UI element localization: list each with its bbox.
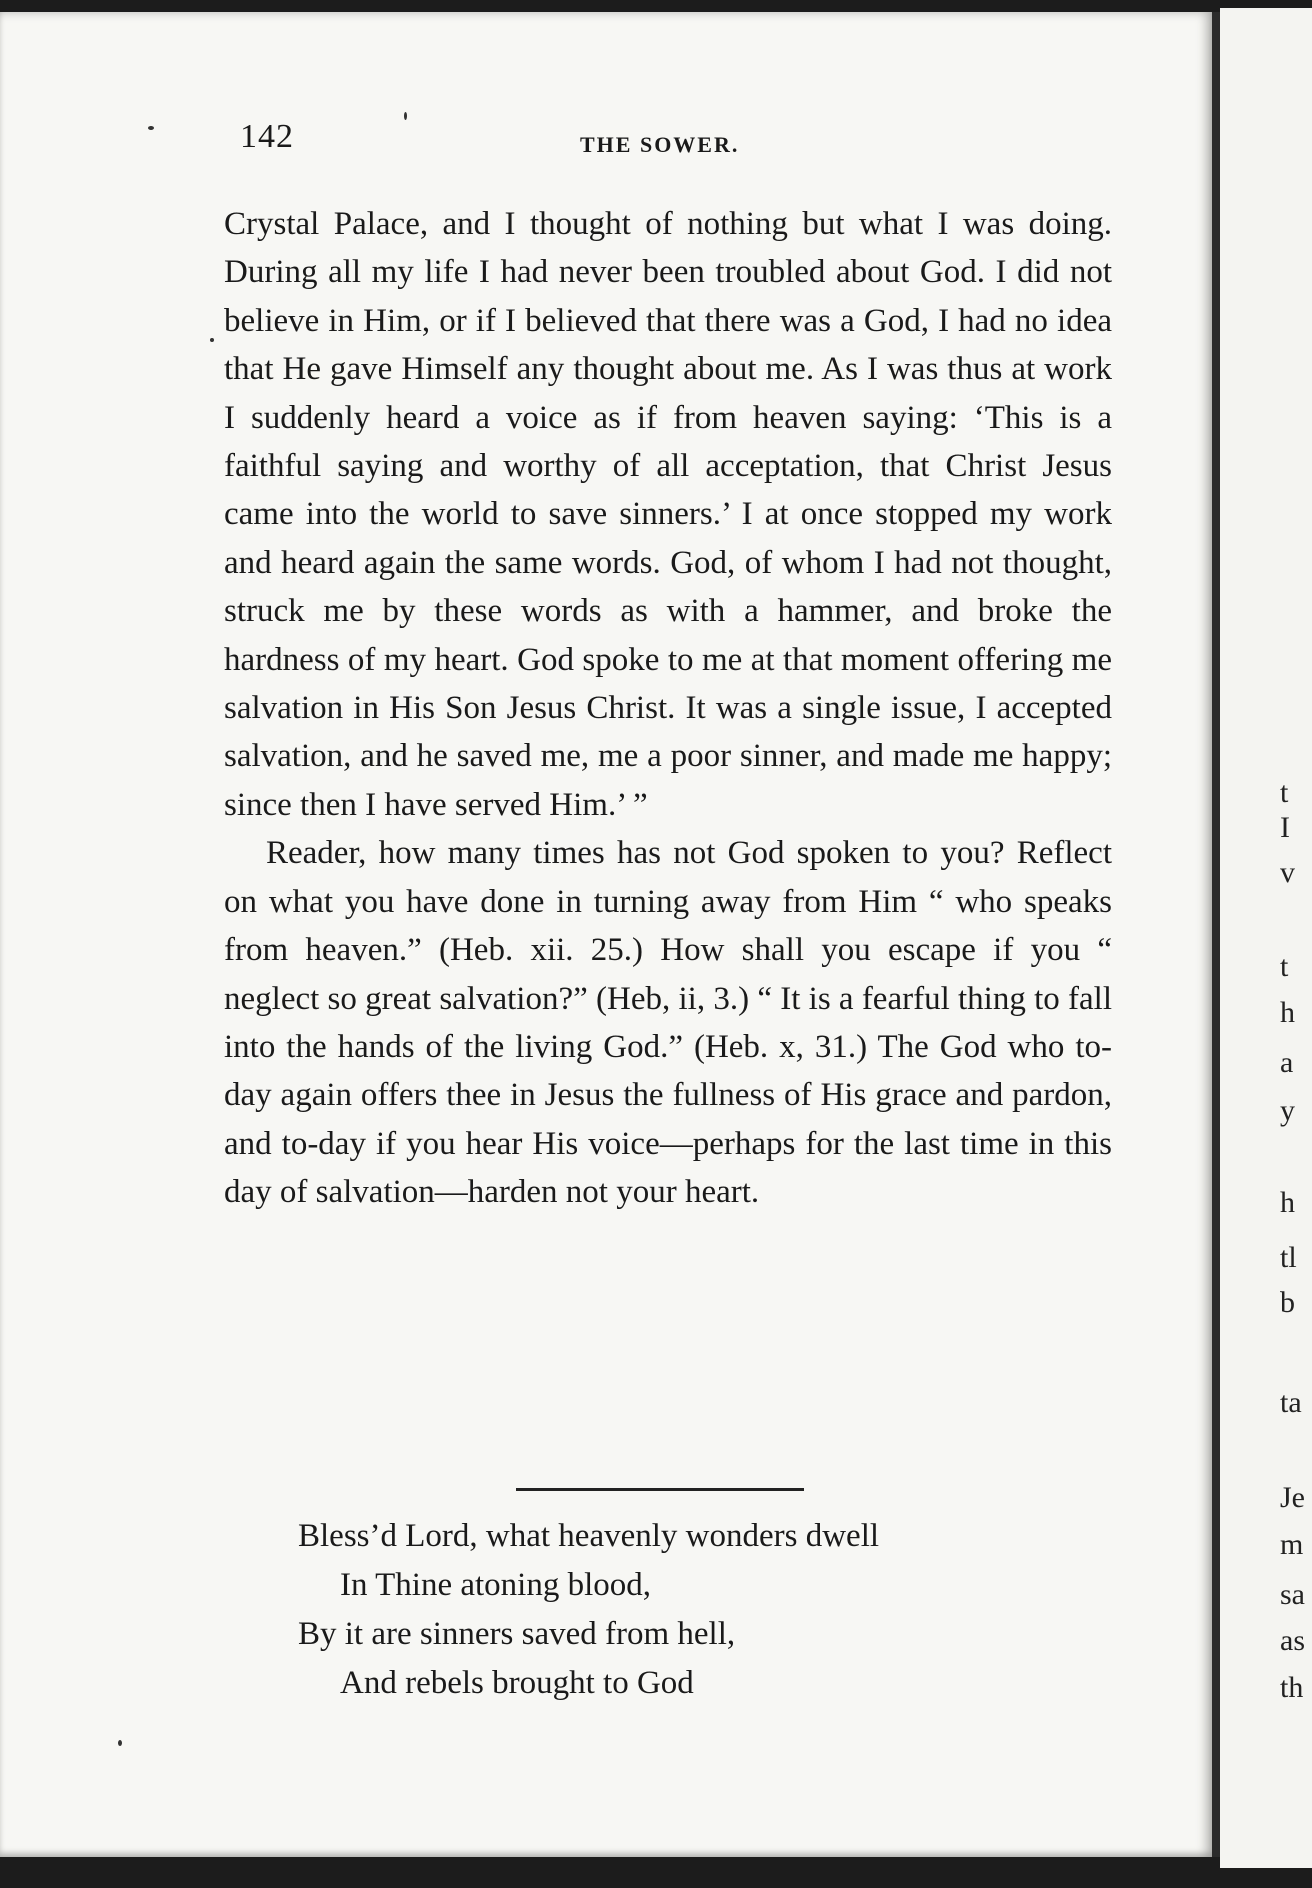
facing-page-fragment: t xyxy=(1280,776,1289,809)
scan-speck xyxy=(148,126,154,130)
page-number: 142 xyxy=(240,118,294,155)
facing-page-fragment: as xyxy=(1280,1624,1305,1657)
poem-line: Bless’d Lord, what heavenly wonders dwell xyxy=(298,1518,880,1554)
facing-page-fragment: v xyxy=(1280,856,1295,889)
facing-page-fragment: b xyxy=(1280,1286,1295,1319)
facing-page-fragment: I xyxy=(1280,811,1290,844)
facing-page-fragment: tl xyxy=(1280,1241,1297,1274)
facing-page-fragment: h xyxy=(1280,1186,1295,1219)
paragraph: Crystal Palace, and I thought of nothing but what I was doing. During all my life I had never been troubled about God. I did not believe in Him, or if I believed that there was a God, I had no idea that He gave Himself any thought about me. As I was thus at work I suddenly heard a voice as if from heaven saying: ‘This is a faithful saying and worthy of all acceptation, that Christ Jesus came into the world to save sinners.’ I at once stopped my work and heard again the same words. God, of whom I had not thought, struck me by these words as with a hammer, and broke the hardness of my heart. God spoke to me at that moment offering me salvation in His Son Jesus Christ. It was a single issue, I accepted salvation, and he saved me, me a poor sinner, and made me happy; since then I have served Him.’ ” xyxy=(224,206,1112,823)
running-title: THE SOWER. xyxy=(580,132,740,157)
page-header xyxy=(240,118,1100,168)
facing-page-edge xyxy=(1220,8,1312,1868)
facing-page-fragment: ta xyxy=(1280,1386,1302,1419)
facing-page-fragment: Je xyxy=(1280,1481,1305,1514)
poem-stanza xyxy=(298,1512,1098,1708)
scan-speck xyxy=(210,338,214,342)
facing-page-fragment: a xyxy=(1280,1046,1294,1079)
poem-line: In Thine atoning blood, xyxy=(340,1567,652,1603)
facing-page-fragment: h xyxy=(1280,996,1295,1029)
body-text xyxy=(224,200,1112,1217)
scan-speck xyxy=(404,112,407,120)
scan-speck xyxy=(118,1740,122,1746)
poem-line: By it are sinners saved from hell, xyxy=(298,1616,736,1652)
book-gutter xyxy=(1212,12,1220,1857)
facing-page-fragment: m xyxy=(1280,1528,1304,1561)
facing-page-fragment: th xyxy=(1280,1671,1304,1704)
poem-line: And rebels brought to God xyxy=(340,1665,694,1701)
paragraph: Reader, how many times has not God spoken to you? Reflect on what you have done in turning away from Him “ who speaks from heaven.” (Heb. xii. 25.) How shall you escape if you “ neglect so great salvation?” (Heb, ii, 3.) “ It is a fearful thing to fall into the hands of the living God.” (Heb. x, 31.) The God who to-day again offers thee in Jesus the fullness of His grace and pardon, and to-day if you hear His voice—perhaps for the last time in this day of salvation—harden not your heart. xyxy=(224,835,1112,1211)
facing-page-fragment: y xyxy=(1280,1094,1295,1127)
section-divider xyxy=(516,1488,804,1491)
facing-page-fragment: sa xyxy=(1280,1578,1305,1611)
facing-page-fragment: t xyxy=(1280,950,1289,983)
